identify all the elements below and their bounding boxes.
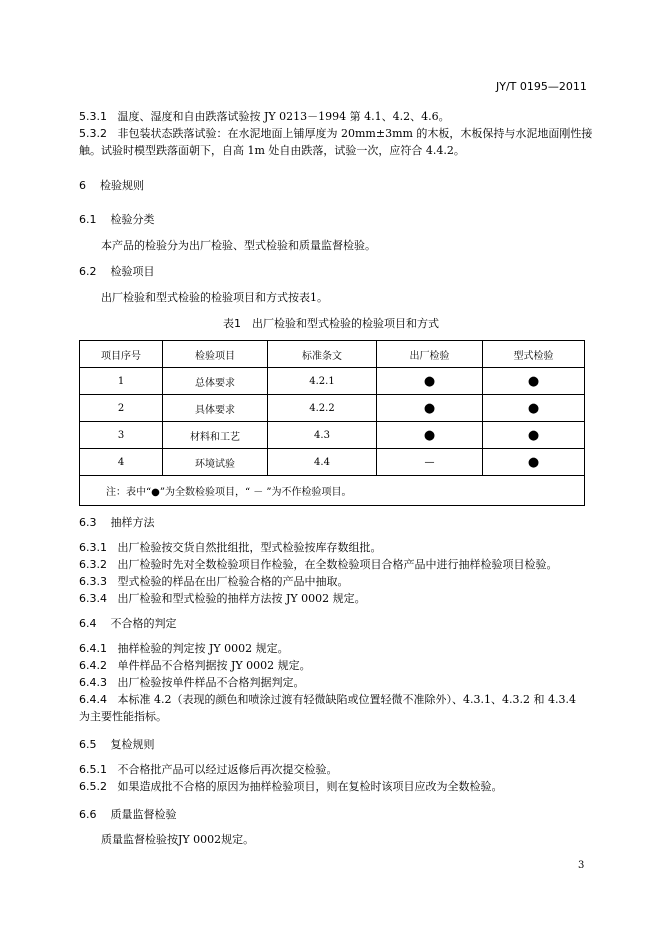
clause-text: 本标准 4.2（表现的颜色和喷涂过渡有轻微缺陷或位置轻微不准除外）、4.3.1、4.3.2 和 4.3.4 bbox=[117, 693, 576, 706]
section-number: 6.1 bbox=[79, 213, 97, 226]
clause-6-3-2 bbox=[79, 557, 558, 572]
clause-6-5-1 bbox=[79, 762, 338, 777]
table-cell: 4.2.2 bbox=[268, 395, 377, 422]
table-note-row bbox=[80, 476, 585, 506]
clause-5-3-2-cont: 触。试验时模型跌落面朝下，自高 1m 处自由跌落，试验一次，应符合 4.4.2。 bbox=[79, 144, 465, 157]
clause-5-3-2 bbox=[79, 126, 592, 141]
clause-6-4-3 bbox=[79, 675, 305, 690]
clause-text: 出厂检验和型式检验的抽样方法按 JY 0002 规定。 bbox=[117, 592, 366, 605]
clause-number: 6.4.4 bbox=[79, 693, 107, 706]
clause-6-4-1 bbox=[79, 641, 289, 656]
clause-6-3-1 bbox=[79, 540, 382, 555]
page-number: 3 bbox=[578, 860, 585, 871]
doc-code: JY/T 0195—2011 bbox=[496, 80, 587, 93]
table-cell: 具体要求 bbox=[163, 395, 268, 422]
clause-number: 6.4.1 bbox=[79, 642, 107, 655]
clause-number: 5.3.2 bbox=[79, 127, 107, 140]
table-cell: ● bbox=[483, 368, 585, 395]
section-6-heading bbox=[79, 178, 144, 193]
table-cell: 1 bbox=[80, 368, 163, 395]
table-row bbox=[80, 368, 585, 395]
clause-number: 6.4.3 bbox=[79, 676, 107, 689]
table-cell: ● bbox=[483, 449, 585, 476]
table-header-cell: 型式检验 bbox=[483, 341, 585, 368]
clause-number: 6.3.3 bbox=[79, 575, 107, 588]
section-number: 6.2 bbox=[79, 265, 97, 278]
clause-text: 出厂检验按交货自然批组批，型式检验按库存数组批。 bbox=[117, 541, 382, 554]
clause-text: 单件样品不合格判据按 JY 0002 规定。 bbox=[117, 659, 311, 672]
table-cell: ● bbox=[377, 368, 483, 395]
section-6-3-heading bbox=[79, 515, 155, 530]
table-cell: ● bbox=[483, 395, 585, 422]
clause-text: 非包装状态跌落试验：在水泥地面上铺厚度为 20mm±3mm 的木板，木板保持与水泥地面刚性接 bbox=[117, 127, 593, 140]
section-title: 检验项目 bbox=[110, 265, 155, 278]
section-6-6-heading bbox=[79, 807, 177, 822]
table-cell: 3 bbox=[80, 422, 163, 449]
table-cell: 环境试验 bbox=[163, 449, 268, 476]
table-header-cell: 标准条文 bbox=[268, 341, 377, 368]
clause-6-4-2 bbox=[79, 658, 311, 673]
clause-text: 温度、湿度和自由跌落试验按 JY 0213－1994 第 4.1、4.2、4.6。 bbox=[117, 110, 450, 123]
section-6-1-heading bbox=[79, 212, 155, 227]
table-cell: 总体要求 bbox=[163, 368, 268, 395]
clause-6-5-2 bbox=[79, 779, 503, 794]
clause-number: 5.3.1 bbox=[79, 110, 107, 123]
clause-number: 6.3.1 bbox=[79, 541, 107, 554]
clause-5-3-1 bbox=[79, 109, 450, 124]
section-6-1-body: 本产品的检验分为出厂检验、型式检验和质量监督检验。 bbox=[101, 239, 376, 252]
section-title: 质量监督检验 bbox=[110, 808, 177, 821]
clause-text: 不合格批产品可以经过返修后再次提交检验。 bbox=[117, 763, 338, 776]
section-number: 6 bbox=[79, 179, 86, 192]
clause-6-3-4 bbox=[79, 591, 366, 606]
section-6-2-heading bbox=[79, 264, 155, 279]
clause-6-4-4-cont: 为主要性能指标。 bbox=[79, 710, 167, 723]
clause-number: 6.4.2 bbox=[79, 659, 107, 672]
table-cell: — bbox=[377, 449, 483, 476]
table-cell: ● bbox=[377, 395, 483, 422]
table-cell: ● bbox=[377, 422, 483, 449]
clause-number: 6.5.1 bbox=[79, 763, 107, 776]
section-title: 抽样方法 bbox=[110, 516, 155, 529]
clause-6-3-3 bbox=[79, 574, 349, 589]
section-6-4-heading bbox=[79, 616, 177, 631]
section-6-6-body: 质量监督检验按JY 0002规定。 bbox=[101, 833, 255, 846]
table-cell: 4.3 bbox=[268, 422, 377, 449]
section-number: 6.5 bbox=[79, 738, 97, 751]
section-number: 6.3 bbox=[79, 516, 97, 529]
table-cell: ● bbox=[483, 422, 585, 449]
table-cell: 2 bbox=[80, 395, 163, 422]
clause-text: 抽样检验的判定按 JY 0002 规定。 bbox=[117, 642, 289, 655]
section-number: 6.6 bbox=[79, 808, 97, 821]
table-cell: 材料和工艺 bbox=[163, 422, 268, 449]
table-header-cell: 项目序号 bbox=[80, 341, 163, 368]
section-6-5-heading bbox=[79, 737, 155, 752]
table-header-cell: 出厂检验 bbox=[377, 341, 483, 368]
clause-text: 型式检验的样品在出厂检验合格的产品中抽取。 bbox=[117, 575, 349, 588]
clause-text: 如果造成批不合格的原因为抽样检验项目，则在复检时该项目应改为全数检验。 bbox=[117, 780, 503, 793]
clause-text: 出厂检验时先对全数检验项目作检验，在全数检验项目合格产品中进行抽样检验项目检验。 bbox=[117, 558, 558, 571]
table-cell: 4.4 bbox=[268, 449, 377, 476]
table-cell: 4.2.1 bbox=[268, 368, 377, 395]
table-row bbox=[80, 422, 585, 449]
table-caption: 表1 出厂检验和型式检验的检验项目和方式 bbox=[223, 317, 439, 330]
table-header-row bbox=[80, 341, 585, 368]
section-6-2-body: 出厂检验和型式检验的检验项目和方式按表1。 bbox=[101, 291, 328, 304]
clause-text: 出厂检验按单件样品不合格判据判定。 bbox=[117, 676, 305, 689]
table-row bbox=[80, 395, 585, 422]
section-title: 检验分类 bbox=[110, 213, 155, 226]
section-title: 复检规则 bbox=[110, 738, 155, 751]
clause-number: 6.3.2 bbox=[79, 558, 107, 571]
table-row bbox=[80, 449, 585, 476]
section-title: 不合格的判定 bbox=[110, 617, 177, 630]
section-number: 6.4 bbox=[79, 617, 97, 630]
clause-6-4-4 bbox=[79, 692, 576, 707]
table-header-cell: 检验项目 bbox=[163, 341, 268, 368]
section-title: 检验规则 bbox=[100, 179, 144, 192]
clause-number: 6.3.4 bbox=[79, 592, 107, 605]
inspection-table bbox=[79, 340, 585, 506]
table-cell: 4 bbox=[80, 449, 163, 476]
clause-number: 6.5.2 bbox=[79, 780, 107, 793]
table-note: 注：表中“●”为全数检验项目，“ － ”为不作检验项目。 bbox=[80, 476, 585, 506]
